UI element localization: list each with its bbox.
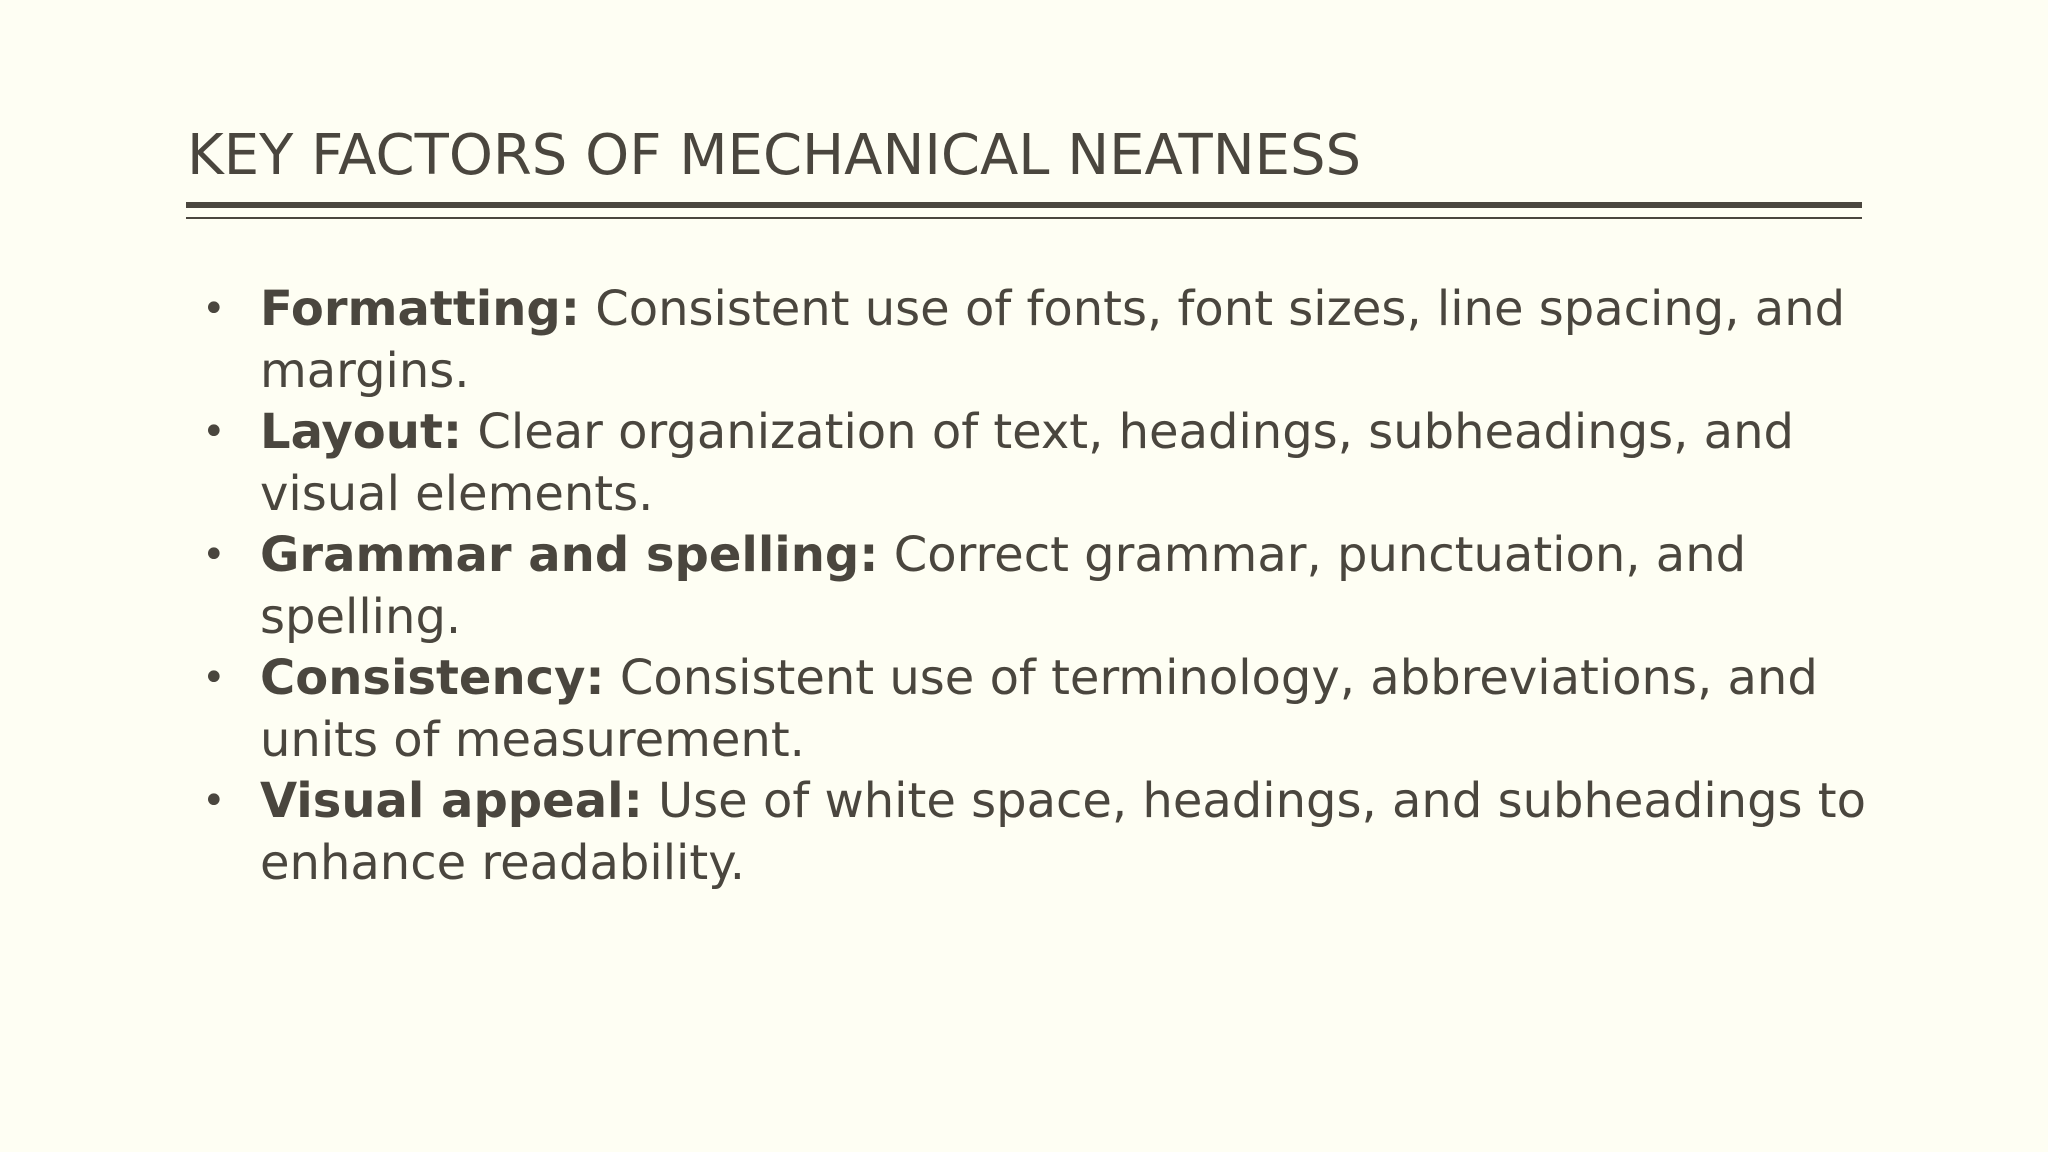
bullet-item-formatting xyxy=(196,279,1876,402)
bullet-term: Grammar and spelling: xyxy=(260,527,879,583)
title-underline-thick xyxy=(186,202,1862,208)
bullet-list xyxy=(196,279,1876,894)
bullet-item-layout xyxy=(196,402,1876,525)
bullet-term: Consistency: xyxy=(260,650,605,706)
bullet-term: Formatting: xyxy=(260,281,580,337)
bullet-item-consistency xyxy=(196,648,1876,771)
bullet-icon: • xyxy=(202,655,226,701)
bullet-text: Correct grammar, punctuation, and spelling. xyxy=(260,527,1747,645)
bullet-text: Consistent use of terminology, abbreviations, and units of measurement. xyxy=(260,650,1818,768)
slide-title: KEY FACTORS OF MECHANICAL NEATNESS xyxy=(187,123,1362,188)
bullet-term: Layout: xyxy=(260,404,463,460)
bullet-text: Clear organization of text, headings, subheadings, and visual elements. xyxy=(260,404,1794,522)
bullet-icon: • xyxy=(202,409,226,455)
bullet-term: Visual appeal: xyxy=(260,773,643,829)
title-underline-thin xyxy=(186,217,1862,219)
bullet-item-visual-appeal xyxy=(196,771,1876,894)
bullet-icon: • xyxy=(202,286,226,332)
bullet-text: Use of white space, headings, and subheadings to enhance readability. xyxy=(260,773,1866,891)
bullet-text: Consistent use of fonts, font sizes, line spacing, and margins. xyxy=(260,281,1846,399)
bullet-item-grammar xyxy=(196,525,1876,648)
bullet-icon: • xyxy=(202,778,226,824)
bullet-icon: • xyxy=(202,532,226,578)
